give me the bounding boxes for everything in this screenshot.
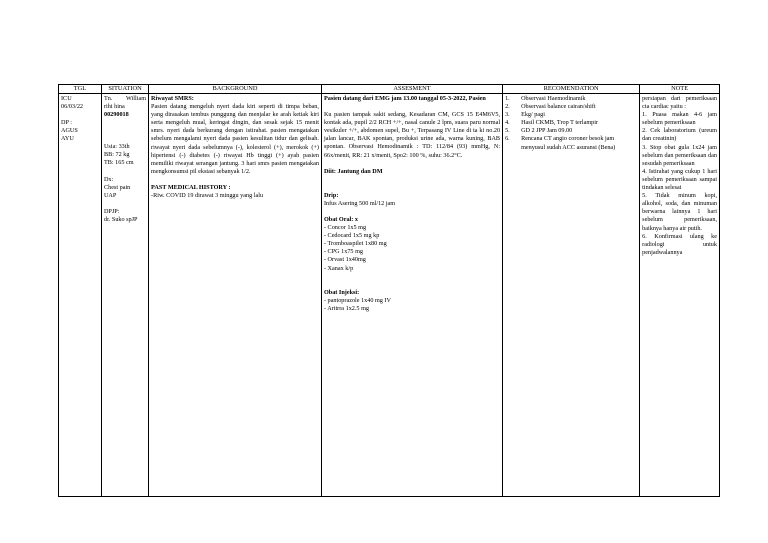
dx-1: Chest pain: [103, 183, 131, 191]
cell-tgl: [59, 94, 102, 497]
oral-item: - Cedocard 1x5 mg kp: [323, 232, 380, 240]
patient-name-line: [104, 95, 146, 103]
drip-text: Infus Asering 500 ml/12 jam: [323, 199, 396, 207]
recomendation-item: [505, 103, 637, 111]
patient-rm: 00290018: [103, 111, 129, 119]
header-note: NOTE: [640, 85, 720, 94]
content-row: [59, 94, 720, 497]
rec-text: Observasi balance cairan/shift: [521, 103, 596, 111]
dx-label: Dx:: [103, 175, 114, 183]
oral-title: Obat Oral: x: [323, 215, 358, 223]
note-line: 4. Istirahat yang cukup 1 hari sebelum pemeriksaan sampai tindakan selesai: [642, 167, 717, 192]
rec-num: 1.: [505, 95, 510, 102]
rec-text: Ekg/ pagi: [521, 111, 545, 119]
rec-text: Rencana CT angio coroner besok jam menyusul sudah ACC asuransi (Bena): [521, 135, 616, 151]
cell-recomendation: [503, 94, 640, 497]
assesment-header: Pasien datang dari EMG jam 13.00 tanggal 05-3-2022, Pasien: [323, 95, 486, 102]
injeksi-title: Obat Injeksi:: [323, 288, 360, 296]
sbar-document: [58, 84, 720, 497]
drip-title: Drip:: [323, 191, 339, 199]
oral-item: - CPG 1x75 mg: [323, 248, 363, 256]
dx-2: UAP: [103, 191, 117, 199]
rec-num: 6.: [505, 135, 510, 143]
patient-title: Tn.: [103, 95, 113, 102]
header-recomendation: RECOMENDATION: [503, 85, 640, 94]
patient-last-name: rihi hina: [103, 103, 125, 111]
note-line: persiapan dari pemeriksaan cta cardiac yaitu :: [642, 95, 717, 111]
note-line: 2. Cek laboratorium (ureum dan creatinin): [642, 127, 717, 143]
dpjp-name: dr. Suko spJP: [103, 215, 138, 223]
pmh-text: -Riw. COVID 19 dirawat 3 minggu yang lalu: [151, 192, 264, 200]
patient-first-name: William: [126, 95, 147, 102]
recomendation-list: [505, 95, 637, 152]
recomendation-item: [505, 119, 637, 127]
patient-usia: Usia: 33th: [103, 143, 130, 151]
cell-assesment: [321, 94, 502, 497]
oral-item: - Orvast 1x40mg: [323, 256, 366, 264]
recomendation-item: [505, 95, 637, 103]
rec-num: 5.: [505, 127, 510, 135]
injeksi-item: - pantoprazole 1x40 mg IV: [323, 296, 391, 304]
tgl-date: 06/03/22: [61, 103, 84, 111]
cell-note: [640, 94, 720, 497]
rec-text: Observasi Haemodinamik: [521, 95, 586, 102]
dp-name-1: AGUS: [61, 127, 78, 135]
patient-bb: BB: 72 kg: [103, 151, 130, 159]
rec-num: 2.: [505, 103, 510, 111]
header-tgl: TGL: [59, 85, 102, 94]
injeksi-item: - Aritrra 1x2.5 mg: [323, 304, 369, 312]
header-row: [59, 85, 720, 94]
header-background: BACKGROUND: [149, 85, 322, 94]
rec-text: Hasil CKMB, Trop T terlampir: [521, 119, 599, 127]
riwayat-text: Pasien datang mengeluh nyeri dada kiri seperti di timpa beban, yang dirasakan tembus punggung dan menjalar ke arah ketiak kiri serta mengeluh mual, keringat dingin, dan sesak sejak 15 menit smrs. nyeri dada berkurang dengan istirahat. pasien mengatakan sebelum mengalami nyeri dada pasien kesulitan tidur dan gelisah. riwayat nyeri dada sebelumnya (-), kolesterol (+), merokok (+) hipertensi (-) diabetes (-) riwayat Hb tinggi (+) ayah pasien memiliki riwayat serangan jantung. 3 hari smrs pasien mengatakan mengkonsumsi pil ekstasi sebanyak 1/2.: [151, 103, 319, 175]
oral-item: - Xanax k/p: [323, 264, 354, 272]
note-line: 3. Stop obat gula 1x24 jam sebelum dan pemeriksaan dan sesudah pemeriksaan: [642, 143, 717, 167]
patient-tb: TB: 165 cm: [103, 159, 134, 167]
dp-label: DP :: [61, 119, 72, 127]
recomendation-item: [505, 111, 637, 119]
pmh-title: PAST MEDICAL HISTORY :: [151, 183, 231, 191]
oral-item: - Tromboaspilet 1x80 mg: [323, 240, 387, 248]
header-assesment: ASSESMENT: [321, 85, 502, 94]
note-line: 1. Puasa makan 4-6 jam sebelum pemeriksaan: [642, 111, 717, 127]
rec-num: 4.: [505, 119, 510, 127]
note-line: 6. Konfirmasi ulang ke radiologi untuk penjadwalannya: [642, 232, 717, 256]
assesment-exam: Ku pasien tampak sakit sedang, Kesadaran CM, GCS 15 E4M6V5, kontak ada, pupil 2/2 RCH +/+, nasal canule 2 lpm, suara paru normal vesikuler +/+, abdomen supel, Bu +, Terpasang IV Line di ta ki no.20 jalan lancar, BAK spontan, produksi urine ada, warna kuning, BAB spontan. Observasi Hemodinamik : TD: 112/84 (93) mmHg, N: 66x/menit, RR: 21 x/menit, Spo2: 100 %, suhu: 36.2°C.: [323, 111, 501, 159]
note-line: 5. Tidak minum kopi, alkohol, soda, dan minuman berwarna lainnya 1 hari sebelum pemeriksaan, baiknya hanya air putih.: [642, 192, 717, 232]
sbar-table: [58, 84, 720, 497]
cell-background: [149, 94, 322, 497]
assesment-diit: Diit: Jantung dan DM: [323, 167, 383, 175]
cell-situation: [101, 94, 148, 497]
rec-num: 3.: [505, 111, 510, 119]
header-situation: SITUATION: [101, 85, 148, 94]
riwayat-title: Riwayat SMRS:: [151, 95, 194, 102]
dp-name-2: AYU: [61, 135, 74, 143]
tgl-unit: ICU: [61, 95, 72, 102]
rec-text: GD 2 JPP Jam 09.00: [521, 127, 573, 135]
recomendation-item: [505, 127, 637, 135]
oral-item: - Concor 1x5 mg: [323, 224, 367, 232]
recomendation-item: [505, 135, 637, 151]
dpjp-label: DPJP:: [103, 207, 120, 215]
